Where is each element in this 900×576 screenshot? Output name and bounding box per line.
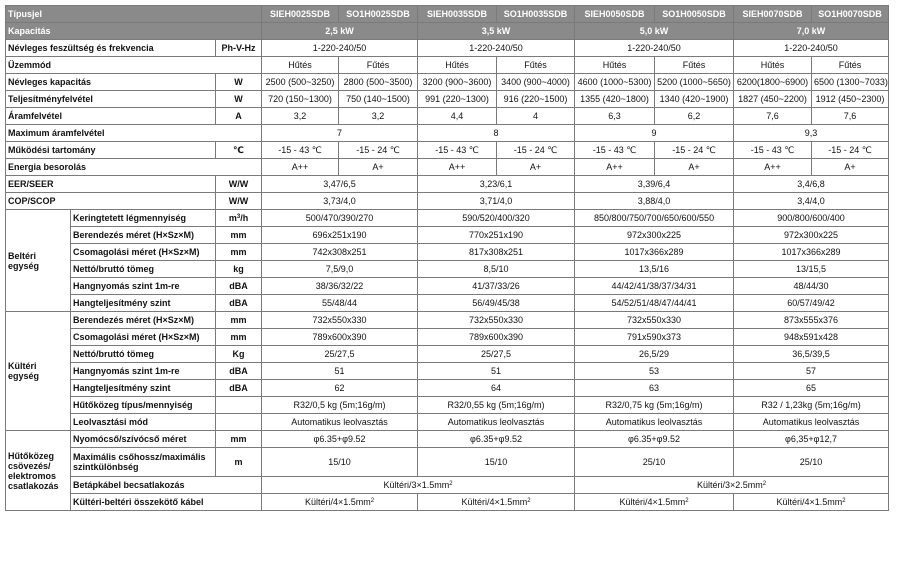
- value-cell: Automatikus leolvasztás: [575, 414, 734, 431]
- unit-cell: [216, 397, 262, 414]
- value-cell: 770x251x190: [418, 227, 575, 244]
- unit-cell: W: [216, 91, 262, 108]
- value-cell: 972x300x225: [575, 227, 734, 244]
- value-cell: 850/800/750/700/650/600/550: [575, 210, 734, 227]
- row-label: Működési tartomány: [6, 142, 216, 159]
- value-cell: 9: [575, 125, 734, 142]
- value-cell: [262, 477, 575, 494]
- table-row: [6, 159, 889, 176]
- group-label-indoor: Beltéri egység: [6, 210, 71, 312]
- value-cell: 57: [734, 363, 889, 380]
- value-cell: 3,39/6,4: [575, 176, 734, 193]
- capacity-header-row: [6, 23, 889, 40]
- value-cell: 7,6: [812, 108, 889, 125]
- value-cell: 1017x366x289: [575, 244, 734, 261]
- value-cell: Hűtés: [262, 57, 339, 74]
- value-sup: 2: [685, 498, 689, 504]
- value-cell: 3200 (900~3600): [418, 74, 497, 91]
- value-cell: 8: [418, 125, 575, 142]
- value-cell: 3,4/4,0: [734, 193, 889, 210]
- value-cell: 3,23/6,1: [418, 176, 575, 193]
- value-cell: R32/0,5 kg (5m;16g/m): [262, 397, 418, 414]
- model-cell: SO1H0070SDB: [812, 6, 889, 23]
- spec-table-container: [5, 5, 889, 511]
- value-cell: φ6.35+φ9.52: [418, 431, 575, 448]
- row-label: Csomagolási méret (H×Sz×M): [71, 244, 216, 261]
- value-text: Kültéri/4×1.5mm: [304, 497, 371, 507]
- value-cell: -15 - 43 ℃: [418, 142, 497, 159]
- value-cell: 1-220-240/50: [575, 40, 734, 57]
- value-cell: R32/0,75 kg (5m;16g/m): [575, 397, 734, 414]
- value-cell: R32/0,55 kg (5m;16g/m): [418, 397, 575, 414]
- value-cell: 1017x366x289: [734, 244, 889, 261]
- model-row: [6, 6, 889, 23]
- table-row: [6, 448, 889, 477]
- unit-cell: A: [216, 108, 262, 125]
- group-label-outdoor: Kültéri egység: [6, 312, 71, 431]
- value-cell: 1827 (450~2200): [734, 91, 812, 108]
- capacity-cell: 3,5 kW: [418, 23, 575, 40]
- value-cell: A+: [497, 159, 575, 176]
- row-label: Keringtetett légmennyiség: [71, 210, 216, 227]
- table-row: [6, 125, 889, 142]
- unit-cell: W/W: [216, 176, 262, 193]
- value-cell: Automatikus leolvasztás: [418, 414, 575, 431]
- table-row: [6, 431, 889, 448]
- row-label: Hangteljesítmény szint: [71, 295, 216, 312]
- table-row: [6, 278, 889, 295]
- value-cell: 44/42/41/38/37/34/31: [575, 278, 734, 295]
- value-cell: 6,3: [575, 108, 655, 125]
- value-cell: [734, 494, 889, 511]
- value-cell: 1340 (420~1900): [655, 91, 734, 108]
- value-cell: -15 - 43 ℃: [575, 142, 655, 159]
- value-cell: 4: [497, 108, 575, 125]
- value-cell: A++: [575, 159, 655, 176]
- unit-cell: dBA: [216, 363, 262, 380]
- value-cell: -15 - 24 ℃: [812, 142, 889, 159]
- table-row: [6, 210, 889, 227]
- value-cell: 5200 (1000~5650): [655, 74, 734, 91]
- value-cell: 3,4/6,8: [734, 176, 889, 193]
- value-cell: [575, 477, 889, 494]
- value-cell: Automatikus leolvasztás: [734, 414, 889, 431]
- value-cell: 25/27,5: [418, 346, 575, 363]
- value-cell: 791x590x373: [575, 329, 734, 346]
- value-cell: 62: [262, 380, 418, 397]
- value-cell: 1-220-240/50: [734, 40, 889, 57]
- value-cell: 3,2: [339, 108, 418, 125]
- unit-text: m: [228, 213, 237, 223]
- value-cell: 54/52/51/48/47/44/41: [575, 295, 734, 312]
- value-cell: φ6.35+φ9.52: [262, 431, 418, 448]
- row-label: Leolvasztási mód: [71, 414, 216, 431]
- table-row: [6, 108, 889, 125]
- value-cell: 64: [418, 380, 575, 397]
- value-cell: A++: [418, 159, 497, 176]
- value-cell: 732x550x330: [262, 312, 418, 329]
- value-cell: 720 (150~1300): [262, 91, 339, 108]
- unit-cell: dBA: [216, 278, 262, 295]
- value-sup: 2: [449, 481, 453, 487]
- value-sup: 2: [762, 481, 767, 487]
- value-cell: A++: [734, 159, 812, 176]
- row-label: Üzemmód: [6, 57, 262, 74]
- value-cell: 8,5/10: [418, 261, 575, 278]
- row-label: Hangnyomás szint 1m-re: [71, 363, 216, 380]
- table-row: [6, 312, 889, 329]
- row-label: Hűtőközeg típus/mennyiség: [71, 397, 216, 414]
- value-cell: 56/49/45/38: [418, 295, 575, 312]
- value-cell: 13,5/16: [575, 261, 734, 278]
- unit-cell: dBA: [216, 295, 262, 312]
- table-row: [6, 91, 889, 108]
- value-cell: 3,88/4,0: [575, 193, 734, 210]
- row-label: Névleges kapacitás: [6, 74, 216, 91]
- value-cell: 7,6: [734, 108, 812, 125]
- value-cell: 1912 (450~2300): [812, 91, 889, 108]
- value-cell: 65: [734, 380, 889, 397]
- value-cell: 36,5/39,5: [734, 346, 889, 363]
- row-label: Energia besorolás: [6, 159, 262, 176]
- unit-cell: mm: [216, 312, 262, 329]
- unit-cell: Kg: [216, 346, 262, 363]
- row-label: Maximum áramfelvétel: [6, 125, 262, 142]
- value-cell: [418, 494, 575, 511]
- model-cell: SIEH0070SDB: [734, 6, 812, 23]
- value-cell: 732x550x330: [575, 312, 734, 329]
- value-text: Kültéri/3×2.5mm: [696, 480, 763, 490]
- unit-cell: m: [216, 448, 262, 477]
- row-label: Kültéri-beltéri összekötő kábel: [71, 494, 262, 511]
- spec-table: [5, 5, 889, 511]
- value-cell: 55/48/44: [262, 295, 418, 312]
- value-sup: 2: [370, 498, 375, 504]
- value-cell: 972x300x225: [734, 227, 889, 244]
- row-label: Hangteljesítmény szint: [71, 380, 216, 397]
- row-label: Névleges feszültség és frekvencia: [6, 40, 216, 57]
- value-cell: [575, 494, 734, 511]
- value-cell: 7,5/9,0: [262, 261, 418, 278]
- table-row: [6, 193, 889, 210]
- value-cell: Fűtés: [655, 57, 734, 74]
- value-cell: 51: [418, 363, 575, 380]
- table-row: [6, 227, 889, 244]
- table-row: [6, 363, 889, 380]
- value-cell: 817x308x251: [418, 244, 575, 261]
- value-cell: 25/27,5: [262, 346, 418, 363]
- table-row: [6, 40, 889, 57]
- value-sup: 2: [527, 498, 531, 504]
- table-row: [6, 397, 889, 414]
- table-row: [6, 244, 889, 261]
- unit-cell: mm: [216, 329, 262, 346]
- value-cell: 53: [575, 363, 734, 380]
- capacity-cell: 7,0 kW: [734, 23, 889, 40]
- table-row: [6, 176, 889, 193]
- value-cell: 6500 (1300~7033): [812, 74, 889, 91]
- unit-cell: W/W: [216, 193, 262, 210]
- row-label: Hangnyomás szint 1m-re: [71, 278, 216, 295]
- value-cell: 25/10: [734, 448, 889, 477]
- model-cell: SIEH0035SDB: [418, 6, 497, 23]
- capacity-cell: 5,0 kW: [575, 23, 734, 40]
- value-cell: -15 - 24 ℃: [339, 142, 418, 159]
- row-label: Berendezés méret (H×Sz×M): [71, 312, 216, 329]
- value-cell: -15 - 43 ℃: [734, 142, 812, 159]
- model-cell: SIEH0025SDB: [262, 6, 339, 23]
- unit-sup: 3: [236, 214, 241, 220]
- value-cell: -15 - 43 ℃: [262, 142, 339, 159]
- value-cell: 9,3: [734, 125, 889, 142]
- unit-tail: /h: [240, 213, 249, 223]
- table-row: [6, 142, 889, 159]
- model-cell: SIEH0050SDB: [575, 6, 655, 23]
- table-row: [6, 57, 889, 74]
- unit-cell: dBA: [216, 380, 262, 397]
- unit-cell: ℃: [216, 142, 262, 159]
- value-cell: 873x555x376: [734, 312, 889, 329]
- row-label: COP/SCOP: [6, 193, 216, 210]
- value-cell: 3400 (900~4000): [497, 74, 575, 91]
- value-cell: 789x600x390: [418, 329, 575, 346]
- table-row: [6, 295, 889, 312]
- value-cell: 1-220-240/50: [262, 40, 418, 57]
- value-cell: 38/36/32/22: [262, 278, 418, 295]
- row-label-kapacitas: Kapacitás: [6, 23, 262, 40]
- value-text: Kültéri/4×1.5mm: [776, 497, 843, 507]
- capacity-cell: 2,5 kW: [262, 23, 418, 40]
- value-cell: 732x550x330: [418, 312, 575, 329]
- row-label: Nettó/bruttó tömeg: [71, 346, 216, 363]
- table-row: [6, 74, 889, 91]
- value-cell: 6,2: [655, 108, 734, 125]
- group-label-piping: Hűtőközeg csövezés/ elektromos csatlakozás: [6, 431, 71, 511]
- value-cell: φ6,35+φ12,7: [734, 431, 889, 448]
- value-cell: 742x308x251: [262, 244, 418, 261]
- unit-cell: [216, 414, 262, 431]
- value-cell: Fűtés: [812, 57, 889, 74]
- value-cell: Hűtés: [734, 57, 812, 74]
- value-cell: Automatikus leolvasztás: [262, 414, 418, 431]
- value-cell: 4600 (1000~5300): [575, 74, 655, 91]
- value-cell: A+: [339, 159, 418, 176]
- value-cell: 916 (220~1500): [497, 91, 575, 108]
- value-cell: 63: [575, 380, 734, 397]
- row-label: EER/SEER: [6, 176, 216, 193]
- unit-cell: mm: [216, 431, 262, 448]
- value-cell: Hűtés: [418, 57, 497, 74]
- value-cell: 3,2: [262, 108, 339, 125]
- row-label: Csomagolási méret (H×Sz×M): [71, 329, 216, 346]
- value-cell: 1355 (420~1800): [575, 91, 655, 108]
- unit-cell: mm: [216, 244, 262, 261]
- table-row: [6, 261, 889, 278]
- value-cell: 2500 (500~3250): [262, 74, 339, 91]
- value-cell: 750 (140~1500): [339, 91, 418, 108]
- row-label: Betápkábel becsatlakozás: [71, 477, 262, 494]
- value-cell: Fűtés: [339, 57, 418, 74]
- unit-cell: W: [216, 74, 262, 91]
- unit-cell: kg: [216, 261, 262, 278]
- row-label: Nettó/bruttó tömeg: [71, 261, 216, 278]
- value-cell: 13/15,5: [734, 261, 889, 278]
- unit-cell: mm: [216, 227, 262, 244]
- value-cell: A++: [262, 159, 339, 176]
- value-cell: A+: [655, 159, 734, 176]
- table-row: [6, 329, 889, 346]
- row-label-tipusjel: Típusjel: [6, 6, 262, 23]
- value-cell: 2800 (500~3500): [339, 74, 418, 91]
- value-text: Kültéri/4×1.5mm: [461, 497, 528, 507]
- value-cell: 500/470/390/270: [262, 210, 418, 227]
- table-row: [6, 477, 889, 494]
- value-cell: [262, 494, 418, 511]
- value-cell: 6200(1800~6900): [734, 74, 812, 91]
- model-cell: SO1H0035SDB: [497, 6, 575, 23]
- value-cell: 51: [262, 363, 418, 380]
- value-cell: 48/44/30: [734, 278, 889, 295]
- table-row: [6, 380, 889, 397]
- value-cell: φ6.35+φ9.52: [575, 431, 734, 448]
- value-cell: 789x600x390: [262, 329, 418, 346]
- value-cell: 696x251x190: [262, 227, 418, 244]
- value-cell: 7: [262, 125, 418, 142]
- value-text: Kültéri/4×1.5mm: [619, 497, 686, 507]
- value-cell: 948x591x428: [734, 329, 889, 346]
- row-label: Teljesítményfelvétel: [6, 91, 216, 108]
- value-cell: 991 (220~1300): [418, 91, 497, 108]
- value-cell: 26,5/29: [575, 346, 734, 363]
- value-cell: 3,73/4,0: [262, 193, 418, 210]
- row-label: Berendezés méret (H×Sz×M): [71, 227, 216, 244]
- value-cell: 41/37/33/26: [418, 278, 575, 295]
- value-cell: A+: [812, 159, 889, 176]
- table-row: [6, 414, 889, 431]
- value-cell: 3,71/4,0: [418, 193, 575, 210]
- value-cell: 15/10: [418, 448, 575, 477]
- table-row: [6, 346, 889, 363]
- value-cell: R32 / 1,23kg (5m;16g/m): [734, 397, 889, 414]
- row-label: Nyomócső/szívócső méret: [71, 431, 216, 448]
- value-sup: 2: [842, 498, 846, 504]
- value-cell: 3,47/6,5: [262, 176, 418, 193]
- value-cell: 590/520/400/320: [418, 210, 575, 227]
- value-cell: -15 - 24 ℃: [497, 142, 575, 159]
- value-cell: 1-220-240/50: [418, 40, 575, 57]
- unit-cell: Ph-V-Hz: [216, 40, 262, 57]
- value-cell: 4,4: [418, 108, 497, 125]
- value-cell: Hűtés: [575, 57, 655, 74]
- table-row: [6, 494, 889, 511]
- value-cell: 60/57/49/42: [734, 295, 889, 312]
- value-cell: Fűtés: [497, 57, 575, 74]
- model-cell: SO1H0025SDB: [339, 6, 418, 23]
- value-cell: 25/10: [575, 448, 734, 477]
- value-text: Kültéri/3×1.5mm: [383, 480, 450, 490]
- model-cell: SO1H0050SDB: [655, 6, 734, 23]
- row-label: Áramfelvétel: [6, 108, 216, 125]
- unit-cell: [216, 210, 262, 227]
- row-label: Maximális csőhossz/maximális szintkülönbség: [71, 448, 216, 477]
- value-cell: -15 - 24 ℃: [655, 142, 734, 159]
- value-cell: 15/10: [262, 448, 418, 477]
- value-cell: 900/800/600/400: [734, 210, 889, 227]
